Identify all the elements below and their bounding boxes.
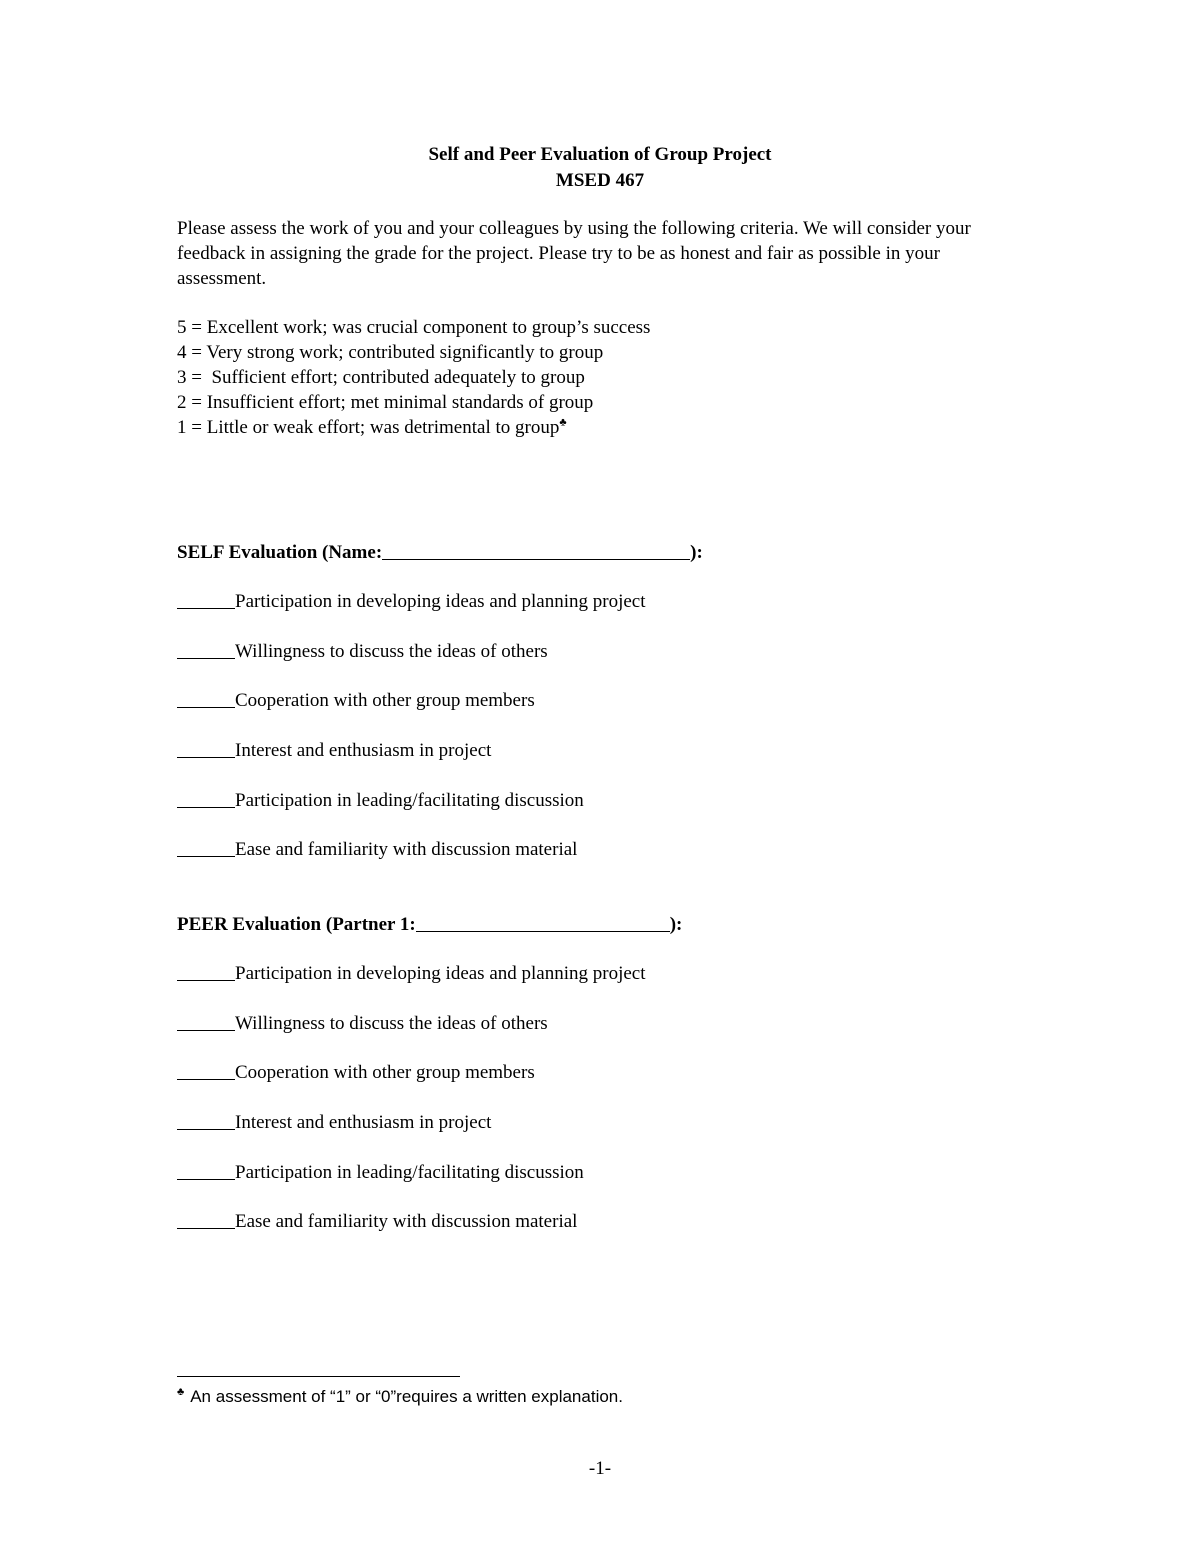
self-criterion-label: Willingness to discuss the ideas of others: [235, 640, 548, 662]
self-criterion-label: Cooperation with other group members: [235, 690, 535, 712]
partner-name-field[interactable]: [416, 912, 670, 932]
footnote-divider: [177, 1376, 460, 1377]
footnote-reference-icon: ♣: [559, 416, 567, 429]
peer-score-blank[interactable]: [177, 1011, 235, 1031]
peer-evaluation-heading-suffix: ):: [669, 914, 683, 935]
scale-item-4-text: 4 = Very strong work; contributed significantly to group: [177, 342, 604, 363]
scale-item-5-text: 5 = Excellent work; was crucial component to group’s success: [177, 317, 651, 338]
self-criterion-label: Participation in developing ideas and planning project: [235, 591, 646, 612]
peer-criterion-row: [177, 1060, 646, 1110]
peer-criterion-label: Ease and familiarity with discussion material: [235, 1211, 578, 1233]
peer-criterion-label: Cooperation with other group members: [235, 1062, 535, 1084]
self-score-blank[interactable]: [177, 688, 235, 708]
peer-evaluation-heading: [177, 912, 682, 938]
peer-score-blank[interactable]: [177, 1209, 235, 1229]
self-criterion-row: [177, 837, 646, 887]
self-criterion-row: [177, 639, 646, 689]
peer-criterion-row: [177, 1160, 646, 1210]
peer-score-blank[interactable]: [177, 1110, 235, 1130]
self-score-blank[interactable]: [177, 788, 235, 808]
peer-criteria-list: [177, 961, 646, 1259]
peer-criterion-label: Interest and enthusiasm in project: [235, 1112, 492, 1134]
peer-criterion-row: [177, 1110, 646, 1160]
scale-item-4: [177, 340, 650, 365]
course-code: MSED 467: [555, 170, 645, 191]
footnote-marker-icon: ♣: [177, 1386, 185, 1399]
peer-criterion-row: [177, 961, 646, 1011]
peer-score-blank[interactable]: [177, 1160, 235, 1180]
peer-score-blank[interactable]: [177, 961, 235, 981]
self-criterion-label: Participation in leading/facilitating discussion: [235, 789, 584, 811]
scale-item-2: [177, 390, 650, 415]
peer-criterion-row: [177, 1011, 646, 1061]
peer-criterion-label: Willingness to discuss the ideas of others: [235, 1012, 548, 1034]
scale-item-3: [177, 365, 650, 390]
peer-score-blank[interactable]: [177, 1060, 235, 1080]
peer-criterion-row: [177, 1209, 646, 1259]
scale-item-5: [177, 315, 650, 340]
document-title: Self and Peer Evaluation of Group Project: [428, 144, 772, 165]
self-score-blank[interactable]: [177, 639, 235, 659]
self-criterion-row: [177, 738, 646, 788]
self-name-field[interactable]: [382, 540, 690, 560]
self-criteria-list: [177, 589, 646, 887]
self-score-blank[interactable]: [177, 837, 235, 857]
self-criterion-row: [177, 788, 646, 838]
self-criterion-label: Ease and familiarity with discussion material: [235, 839, 578, 861]
self-criterion-label: Interest and enthusiasm in project: [235, 740, 492, 762]
scale-item-3-text: 3 = Sufficient effort; contributed adequately to group: [177, 367, 585, 388]
scale-item-1: [177, 415, 650, 440]
page-number: -1-: [588, 1458, 612, 1479]
footnote-text: An assessment of “1” or “0”requires a written explanation.: [190, 1387, 623, 1406]
self-criterion-row: [177, 589, 646, 639]
self-evaluation-heading-suffix: ):: [690, 542, 703, 563]
self-score-blank[interactable]: [177, 738, 235, 758]
self-evaluation-heading: [177, 540, 703, 566]
rating-scale: [177, 315, 650, 440]
scale-item-1-text: 1 = Little or weak effort; was detrimental to group: [177, 417, 560, 438]
self-evaluation-heading-prefix: SELF Evaluation (Name:: [177, 542, 383, 563]
peer-criterion-label: Participation in leading/facilitating discussion: [235, 1161, 584, 1183]
peer-criterion-label: Participation in developing ideas and planning project: [235, 963, 646, 984]
footnote: [177, 1385, 623, 1409]
scale-item-2-text: 2 = Insufficient effort; met minimal standards of group: [177, 392, 594, 413]
instructions-paragraph: [177, 216, 1017, 291]
peer-evaluation-heading-prefix: PEER Evaluation (Partner 1:: [177, 914, 416, 935]
self-score-blank[interactable]: [177, 589, 235, 609]
instructions-text: Please assess the work of you and your colleagues by using the following criteria. We will consider your feedback in assigning the grade for the project. Please try to be as honest and fair as possible in your assessment.: [177, 218, 971, 289]
self-criterion-row: [177, 688, 646, 738]
